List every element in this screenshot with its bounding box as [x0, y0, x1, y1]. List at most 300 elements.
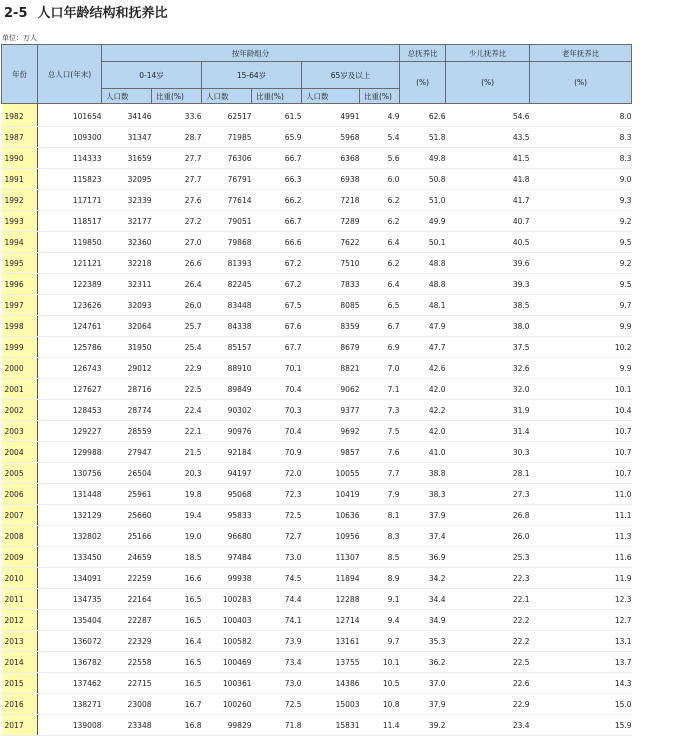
cell-share-65-plus: 6.0 — [360, 169, 400, 190]
cell-total-population: 128453 — [38, 400, 102, 421]
table-row — [2, 316, 632, 337]
table-row — [2, 568, 632, 589]
cell-total-dependency: 35.3 — [400, 631, 446, 652]
cell-count-65-plus: 12714 — [302, 610, 360, 631]
cell-count-0-14: 23348 — [102, 715, 152, 736]
header-total-dependency: 总抚养比 — [400, 45, 446, 62]
cell-share-15-64: 73.4 — [252, 652, 302, 673]
cell-year: 2015 — [2, 673, 38, 694]
cell-total-population: 131448 — [38, 484, 102, 505]
cell-total-dependency: 37.9 — [400, 694, 446, 715]
cell-count-65-plus: 12288 — [302, 589, 360, 610]
cell-child-dependency: 31.9 — [446, 400, 530, 421]
cell-share-0-14: 16.4 — [152, 631, 202, 652]
cell-child-dependency: 41.5 — [446, 148, 530, 169]
cell-total-dependency: 36.2 — [400, 652, 446, 673]
cell-total-dependency: 48.1 — [400, 295, 446, 316]
cell-child-dependency: 22.2 — [446, 631, 530, 652]
cell-share-65-plus: 6.2 — [360, 211, 400, 232]
table-body — [2, 104, 632, 736]
cell-count-15-64: 95833 — [202, 505, 252, 526]
cell-count-65-plus: 8821 — [302, 358, 360, 379]
cell-share-15-64: 67.2 — [252, 253, 302, 274]
cell-share-65-plus: 6.5 — [360, 295, 400, 316]
cell-total-population: 118517 — [38, 211, 102, 232]
cell-year: 1993 — [2, 211, 38, 232]
cell-share-15-64: 74.4 — [252, 589, 302, 610]
cell-share-65-plus: 7.0 — [360, 358, 400, 379]
cell-count-65-plus: 15003 — [302, 694, 360, 715]
cell-count-0-14: 32218 — [102, 253, 152, 274]
cell-share-0-14: 16.5 — [152, 673, 202, 694]
cell-child-dependency: 22.9 — [446, 694, 530, 715]
cell-total-dependency: 47.7 — [400, 337, 446, 358]
cell-share-15-64: 66.6 — [252, 232, 302, 253]
cell-year: 2011 — [2, 589, 38, 610]
cell-total-population: 138271 — [38, 694, 102, 715]
cell-count-0-14: 32360 — [102, 232, 152, 253]
cell-child-dependency: 32.6 — [446, 358, 530, 379]
cell-share-0-14: 22.4 — [152, 400, 202, 421]
cell-total-population: 136072 — [38, 631, 102, 652]
cell-share-15-64: 70.9 — [252, 442, 302, 463]
cell-count-0-14: 31950 — [102, 337, 152, 358]
cell-count-15-64: 89849 — [202, 379, 252, 400]
table-title: 人口年龄结构和抚养比 — [37, 6, 168, 21]
cell-child-dependency: 39.6 — [446, 253, 530, 274]
cell-count-15-64: 84338 — [202, 316, 252, 337]
cell-child-dependency: 22.2 — [446, 610, 530, 631]
cell-total-population: 125786 — [38, 337, 102, 358]
cell-share-65-plus: 8.1 — [360, 505, 400, 526]
cell-old-dependency: 14.3 — [530, 673, 632, 694]
cell-old-dependency: 10.1 — [530, 379, 632, 400]
table-row — [2, 673, 632, 694]
table-row — [2, 169, 632, 190]
cell-total-dependency: 51.8 — [400, 127, 446, 148]
cell-year: 2004 — [2, 442, 38, 463]
cell-year: 2001 — [2, 379, 38, 400]
cell-year: 1995 — [2, 253, 38, 274]
cell-old-dependency: 10.2 — [530, 337, 632, 358]
table-row — [2, 652, 632, 673]
cell-share-0-14: 20.3 — [152, 463, 202, 484]
cell-total-population: 123626 — [38, 295, 102, 316]
cell-count-65-plus: 8085 — [302, 295, 360, 316]
cell-share-65-plus: 8.3 — [360, 526, 400, 547]
cell-share-15-64: 73.0 — [252, 547, 302, 568]
table-row — [2, 400, 632, 421]
cell-count-15-64: 77614 — [202, 190, 252, 211]
cell-total-population: 134091 — [38, 568, 102, 589]
cell-count-0-14: 25660 — [102, 505, 152, 526]
cell-count-65-plus: 8679 — [302, 337, 360, 358]
cell-total-population: 115823 — [38, 169, 102, 190]
cell-total-dependency: 37.9 — [400, 505, 446, 526]
cell-share-15-64: 73.9 — [252, 631, 302, 652]
cell-count-15-64: 95068 — [202, 484, 252, 505]
cell-share-0-14: 25.4 — [152, 337, 202, 358]
cell-year: 2008 — [2, 526, 38, 547]
cell-child-dependency: 38.0 — [446, 316, 530, 337]
cell-share-65-plus: 9.4 — [360, 610, 400, 631]
table-row — [2, 379, 632, 400]
table-row — [2, 526, 632, 547]
cell-count-65-plus: 10636 — [302, 505, 360, 526]
cell-child-dependency: 54.6 — [446, 104, 530, 127]
cell-share-65-plus: 8.9 — [360, 568, 400, 589]
cell-year: 1987 — [2, 127, 38, 148]
cell-old-dependency: 9.0 — [530, 169, 632, 190]
cell-count-65-plus: 9062 — [302, 379, 360, 400]
cell-share-65-plus: 7.7 — [360, 463, 400, 484]
cell-count-15-64: 90302 — [202, 400, 252, 421]
cell-child-dependency: 40.7 — [446, 211, 530, 232]
cell-old-dependency: 10.7 — [530, 463, 632, 484]
cell-year: 2016 — [2, 694, 38, 715]
cell-count-15-64: 99938 — [202, 568, 252, 589]
cell-count-65-plus: 9377 — [302, 400, 360, 421]
cell-child-dependency: 40.5 — [446, 232, 530, 253]
cell-total-dependency: 34.2 — [400, 568, 446, 589]
cell-old-dependency: 9.7 — [530, 295, 632, 316]
cell-year: 1991 — [2, 169, 38, 190]
cell-share-15-64: 70.1 — [252, 358, 302, 379]
cell-count-65-plus: 9857 — [302, 442, 360, 463]
cell-old-dependency: 11.1 — [530, 505, 632, 526]
cell-total-dependency: 50.8 — [400, 169, 446, 190]
table-row — [2, 337, 632, 358]
cell-total-dependency: 38.3 — [400, 484, 446, 505]
cell-total-dependency: 34.9 — [400, 610, 446, 631]
cell-year: 1982 — [2, 104, 38, 127]
table-number: 2-5 — [4, 6, 28, 21]
cell-total-dependency: 49.9 — [400, 211, 446, 232]
cell-share-65-plus: 10.1 — [360, 652, 400, 673]
cell-share-65-plus: 11.4 — [360, 715, 400, 736]
cell-total-dependency: 62.6 — [400, 104, 446, 127]
cell-year: 1994 — [2, 232, 38, 253]
cell-count-15-64: 99829 — [202, 715, 252, 736]
cell-old-dependency: 8.0 — [530, 104, 632, 127]
cell-count-0-14: 22329 — [102, 631, 152, 652]
header-share-65-plus: 比重(%) — [360, 89, 400, 104]
cell-count-0-14: 25961 — [102, 484, 152, 505]
cell-count-15-64: 100403 — [202, 610, 252, 631]
cell-count-15-64: 100260 — [202, 694, 252, 715]
cell-share-15-64: 72.5 — [252, 694, 302, 715]
cell-share-65-plus: 7.6 — [360, 442, 400, 463]
cell-total-dependency: 42.2 — [400, 400, 446, 421]
cell-old-dependency: 9.2 — [530, 253, 632, 274]
cell-count-15-64: 100469 — [202, 652, 252, 673]
cell-count-0-14: 29012 — [102, 358, 152, 379]
cell-share-0-14: 22.1 — [152, 421, 202, 442]
cell-count-0-14: 32311 — [102, 274, 152, 295]
cell-total-population: 119850 — [38, 232, 102, 253]
cell-count-0-14: 32064 — [102, 316, 152, 337]
cell-count-15-64: 100582 — [202, 631, 252, 652]
cell-total-population: 139008 — [38, 715, 102, 736]
cell-count-15-64: 79868 — [202, 232, 252, 253]
cell-count-0-14: 22715 — [102, 673, 152, 694]
cell-share-15-64: 67.6 — [252, 316, 302, 337]
cell-count-15-64: 90976 — [202, 421, 252, 442]
cell-share-65-plus: 5.6 — [360, 148, 400, 169]
header-old-dependency: 老年抚养比 — [530, 45, 632, 62]
cell-total-dependency: 41.0 — [400, 442, 446, 463]
cell-total-dependency: 42.6 — [400, 358, 446, 379]
cell-old-dependency: 13.1 — [530, 631, 632, 652]
cell-share-0-14: 19.4 — [152, 505, 202, 526]
cell-share-15-64: 67.7 — [252, 337, 302, 358]
cell-total-dependency: 42.0 — [400, 379, 446, 400]
cell-year: 2006 — [2, 484, 38, 505]
cell-share-15-64: 66.7 — [252, 211, 302, 232]
cell-count-15-64: 81393 — [202, 253, 252, 274]
cell-child-dependency: 37.5 — [446, 337, 530, 358]
header-age-15-64: 15-64岁 — [202, 62, 302, 89]
cell-child-dependency: 27.3 — [446, 484, 530, 505]
cell-share-65-plus: 7.5 — [360, 421, 400, 442]
cell-count-0-14: 31659 — [102, 148, 152, 169]
cell-share-15-64: 67.2 — [252, 274, 302, 295]
cell-count-15-64: 82245 — [202, 274, 252, 295]
header-count-15-64: 人口数 — [202, 89, 252, 104]
cell-total-dependency: 48.8 — [400, 253, 446, 274]
table-row — [2, 442, 632, 463]
cell-count-65-plus: 13755 — [302, 652, 360, 673]
cell-share-0-14: 28.7 — [152, 127, 202, 148]
table-row — [2, 484, 632, 505]
cell-old-dependency: 12.3 — [530, 589, 632, 610]
cell-count-0-14: 22287 — [102, 610, 152, 631]
cell-count-15-64: 100283 — [202, 589, 252, 610]
cell-share-15-64: 70.3 — [252, 400, 302, 421]
cell-old-dependency: 11.3 — [530, 526, 632, 547]
cell-count-15-64: 83448 — [202, 295, 252, 316]
cell-count-0-14: 22164 — [102, 589, 152, 610]
cell-total-population: 136782 — [38, 652, 102, 673]
cell-total-dependency: 50.1 — [400, 232, 446, 253]
table-row — [2, 610, 632, 631]
cell-share-65-plus: 7.1 — [360, 379, 400, 400]
cell-old-dependency: 13.7 — [530, 652, 632, 673]
cell-year: 2007 — [2, 505, 38, 526]
page-title — [4, 2, 168, 21]
cell-year: 2012 — [2, 610, 38, 631]
cell-old-dependency: 9.5 — [530, 274, 632, 295]
cell-count-15-64: 92184 — [202, 442, 252, 463]
cell-year: 2009 — [2, 547, 38, 568]
cell-share-0-14: 19.0 — [152, 526, 202, 547]
cell-share-0-14: 27.0 — [152, 232, 202, 253]
cell-old-dependency: 11.9 — [530, 568, 632, 589]
cell-share-65-plus: 6.9 — [360, 337, 400, 358]
cell-total-dependency: 49.8 — [400, 148, 446, 169]
cell-old-dependency: 11.6 — [530, 547, 632, 568]
table-row — [2, 127, 632, 148]
header-count-65-plus: 人口数 — [302, 89, 360, 104]
cell-count-65-plus: 7622 — [302, 232, 360, 253]
table-row — [2, 232, 632, 253]
cell-share-15-64: 67.5 — [252, 295, 302, 316]
cell-share-0-14: 16.8 — [152, 715, 202, 736]
cell-count-65-plus: 15831 — [302, 715, 360, 736]
cell-count-0-14: 28774 — [102, 400, 152, 421]
cell-year: 2003 — [2, 421, 38, 442]
cell-count-65-plus: 11307 — [302, 547, 360, 568]
header-total-dependency-unit: (%) — [400, 62, 446, 104]
cell-old-dependency: 15.0 — [530, 694, 632, 715]
cell-share-0-14: 16.5 — [152, 610, 202, 631]
cell-share-15-64: 70.4 — [252, 379, 302, 400]
table-row — [2, 715, 632, 736]
cell-count-15-64: 79051 — [202, 211, 252, 232]
cell-total-population: 132802 — [38, 526, 102, 547]
cell-count-65-plus: 6938 — [302, 169, 360, 190]
cell-share-15-64: 72.0 — [252, 463, 302, 484]
cell-share-0-14: 27.7 — [152, 148, 202, 169]
cell-share-0-14: 26.0 — [152, 295, 202, 316]
header-old-dependency-unit: (%) — [530, 62, 632, 104]
cell-count-15-64: 85157 — [202, 337, 252, 358]
cell-year: 1990 — [2, 148, 38, 169]
header-child-dependency-unit: (%) — [446, 62, 530, 104]
cell-share-15-64: 72.7 — [252, 526, 302, 547]
cell-old-dependency: 9.9 — [530, 316, 632, 337]
cell-count-65-plus: 7833 — [302, 274, 360, 295]
cell-count-15-64: 94197 — [202, 463, 252, 484]
cell-total-population: 114333 — [38, 148, 102, 169]
cell-count-0-14: 34146 — [102, 104, 152, 127]
cell-count-15-64: 71985 — [202, 127, 252, 148]
cell-count-65-plus: 5968 — [302, 127, 360, 148]
header-count-0-14: 人口数 — [102, 89, 152, 104]
cell-share-0-14: 22.5 — [152, 379, 202, 400]
cell-share-65-plus: 10.8 — [360, 694, 400, 715]
cell-total-dependency: 51.0 — [400, 190, 446, 211]
cell-count-15-64: 96680 — [202, 526, 252, 547]
cell-count-65-plus: 13161 — [302, 631, 360, 652]
cell-total-population: 122389 — [38, 274, 102, 295]
cell-count-65-plus: 10956 — [302, 526, 360, 547]
cell-count-65-plus: 7218 — [302, 190, 360, 211]
cell-count-15-64: 76306 — [202, 148, 252, 169]
cell-share-15-64: 72.5 — [252, 505, 302, 526]
cell-share-65-plus: 7.3 — [360, 400, 400, 421]
cell-total-population: 129227 — [38, 421, 102, 442]
cell-count-0-14: 27947 — [102, 442, 152, 463]
cell-child-dependency: 22.3 — [446, 568, 530, 589]
table-row — [2, 421, 632, 442]
cell-count-15-64: 100361 — [202, 673, 252, 694]
cell-total-dependency: 48.8 — [400, 274, 446, 295]
cell-total-population: 101654 — [38, 104, 102, 127]
cell-share-65-plus: 6.7 — [360, 316, 400, 337]
cell-share-15-64: 65.9 — [252, 127, 302, 148]
header-child-dependency: 少儿抚养比 — [446, 45, 530, 62]
cell-total-population: 132129 — [38, 505, 102, 526]
cell-count-65-plus: 10055 — [302, 463, 360, 484]
cell-share-0-14: 26.6 — [152, 253, 202, 274]
cell-count-15-64: 97484 — [202, 547, 252, 568]
table-row — [2, 589, 632, 610]
cell-year: 2002 — [2, 400, 38, 421]
cell-share-0-14: 27.6 — [152, 190, 202, 211]
cell-old-dependency: 9.9 — [530, 358, 632, 379]
table-row — [2, 211, 632, 232]
table-row — [2, 148, 632, 169]
cell-year: 2005 — [2, 463, 38, 484]
header-share-15-64: 比重(%) — [252, 89, 302, 104]
header-total-population: 总人口(年末) — [38, 45, 102, 104]
cell-year: 1997 — [2, 295, 38, 316]
cell-total-dependency: 37.4 — [400, 526, 446, 547]
cell-total-dependency: 34.4 — [400, 589, 446, 610]
cell-total-dependency: 42.0 — [400, 421, 446, 442]
cell-year: 1999 — [2, 337, 38, 358]
cell-child-dependency: 38.5 — [446, 295, 530, 316]
cell-count-0-14: 22259 — [102, 568, 152, 589]
cell-total-population: 130756 — [38, 463, 102, 484]
cell-share-0-14: 16.6 — [152, 568, 202, 589]
cell-old-dependency: 10.4 — [530, 400, 632, 421]
cell-child-dependency: 23.4 — [446, 715, 530, 736]
cell-share-15-64: 61.5 — [252, 104, 302, 127]
cell-count-0-14: 28716 — [102, 379, 152, 400]
table-row — [2, 358, 632, 379]
cell-share-15-64: 73.0 — [252, 673, 302, 694]
cell-total-population: 126743 — [38, 358, 102, 379]
cell-count-65-plus: 9692 — [302, 421, 360, 442]
cell-count-65-plus: 4991 — [302, 104, 360, 127]
cell-year: 2000 — [2, 358, 38, 379]
cell-old-dependency: 9.5 — [530, 232, 632, 253]
cell-share-65-plus: 6.4 — [360, 232, 400, 253]
cell-child-dependency: 43.5 — [446, 127, 530, 148]
table-row — [2, 190, 632, 211]
table-row — [2, 274, 632, 295]
cell-total-population: 133450 — [38, 547, 102, 568]
cell-share-65-plus: 10.5 — [360, 673, 400, 694]
cell-child-dependency: 32.0 — [446, 379, 530, 400]
cell-child-dependency: 30.3 — [446, 442, 530, 463]
cell-count-15-64: 88910 — [202, 358, 252, 379]
cell-count-65-plus: 8359 — [302, 316, 360, 337]
cell-child-dependency: 22.5 — [446, 652, 530, 673]
header-age-65-plus: 65岁及以上 — [302, 62, 400, 89]
cell-child-dependency: 22.6 — [446, 673, 530, 694]
cell-share-65-plus: 5.4 — [360, 127, 400, 148]
cell-share-0-14: 22.9 — [152, 358, 202, 379]
cell-count-65-plus: 7289 — [302, 211, 360, 232]
cell-total-population: 137462 — [38, 673, 102, 694]
cell-child-dependency: 39.3 — [446, 274, 530, 295]
cell-child-dependency: 31.4 — [446, 421, 530, 442]
cell-count-65-plus: 14386 — [302, 673, 360, 694]
cell-total-dependency: 39.2 — [400, 715, 446, 736]
cell-year: 2014 — [2, 652, 38, 673]
cell-count-0-14: 32093 — [102, 295, 152, 316]
table-row — [2, 104, 632, 127]
table-row — [2, 631, 632, 652]
cell-child-dependency: 26.8 — [446, 505, 530, 526]
cell-count-65-plus: 6368 — [302, 148, 360, 169]
cell-share-0-14: 33.6 — [152, 104, 202, 127]
cell-old-dependency: 15.9 — [530, 715, 632, 736]
cell-count-65-plus: 7510 — [302, 253, 360, 274]
